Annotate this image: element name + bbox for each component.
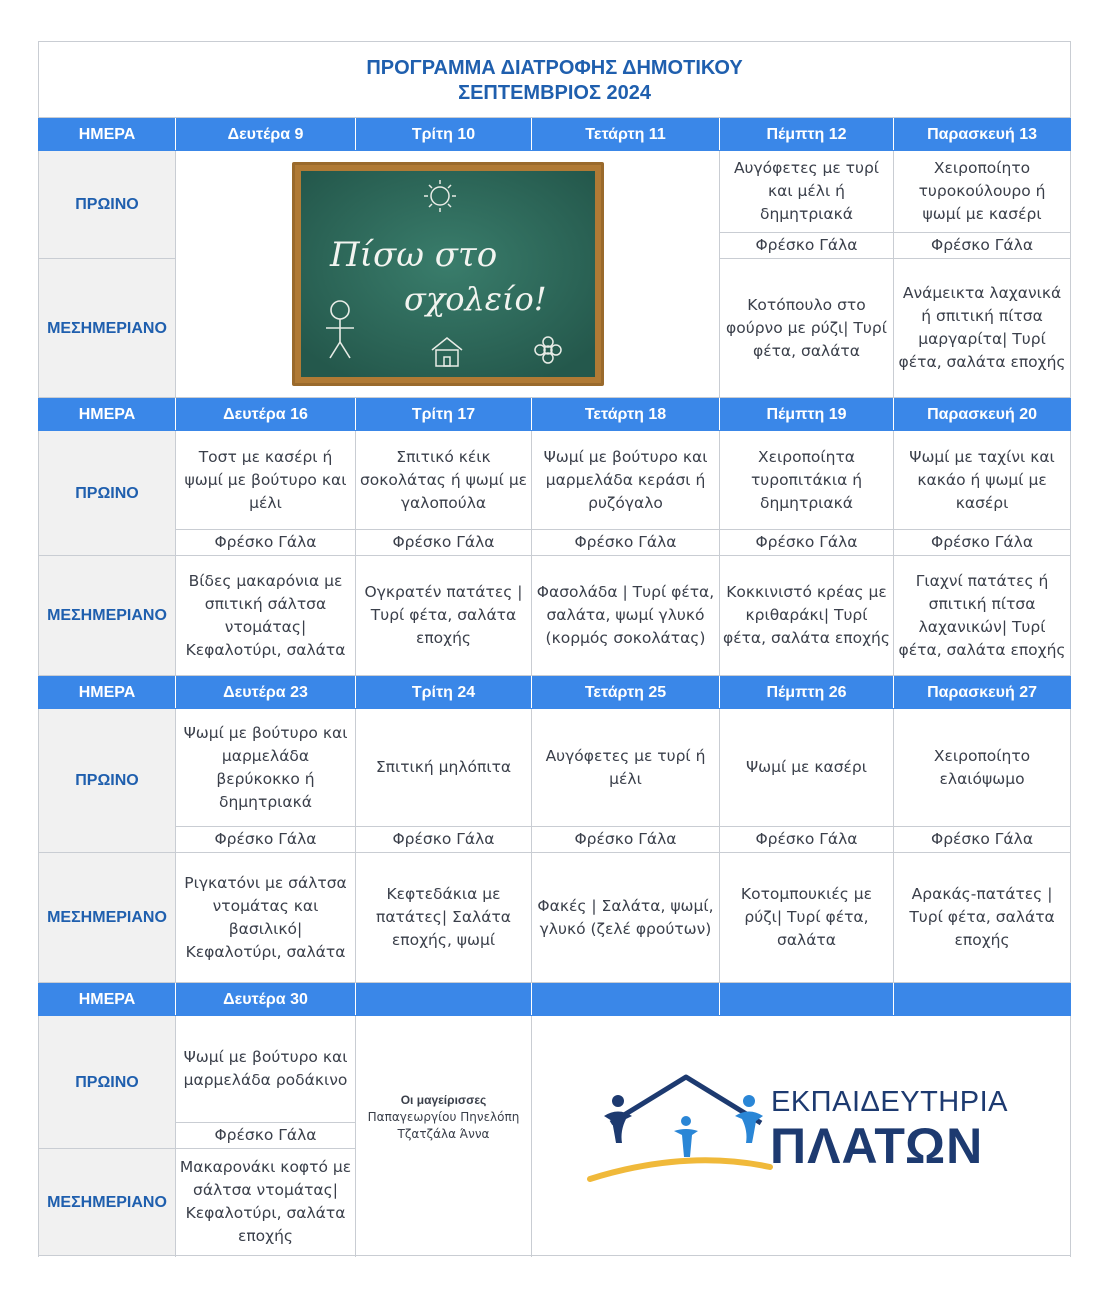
day-header <box>894 983 1071 1016</box>
milk-cell: Φρέσκο Γάλα <box>894 233 1071 259</box>
breakfast-cell: Σπιτικό κέικ σοκολάτας ή ψωμί με γαλοπούλα <box>356 431 532 530</box>
chalkboard-image <box>176 151 720 398</box>
day-header: Τρίτη 10 <box>356 118 532 151</box>
houses-family-icon <box>590 1077 770 1179</box>
day-header: Τρίτη 17 <box>356 398 532 431</box>
milk-cell: Φρέσκο Γάλα <box>894 827 1071 853</box>
milk-cell: Φρέσκο Γάλα <box>532 827 720 853</box>
lunch-cell: Γιαχνί πατάτες ή σπιτική πίτσα λαχανικών| Τυρί φέτα, σαλάτα εποχής <box>894 556 1071 676</box>
day-header: Παρασκευή 20 <box>894 398 1071 431</box>
lunch-cell: Κοκκινιστό κρέας με κριθαράκι| Τυρί φέτα, σαλάτα εποχής <box>720 556 894 676</box>
chalk-line-2: σχολείο! <box>403 280 547 318</box>
week-2-header-row <box>39 398 1071 431</box>
title-line-2: ΣΕΠΤΕΜΒΡΙΟΣ 2024 <box>458 81 652 104</box>
breakfast-cell: Ψωμί με ταχίνι και κακάο ή ψωμί με κασέρι <box>894 431 1071 530</box>
page-title <box>39 42 1071 118</box>
lunch-cell: Φακές | Σαλάτα, ψωμί, γλυκό (ζελέ φρούτων) <box>532 853 720 983</box>
breakfast-cell: Χειροποίητο ελαιόψωμο <box>894 709 1071 827</box>
day-header: Παρασκευή 27 <box>894 676 1071 709</box>
cooks-title: Οι μαγείρισσες <box>400 1093 487 1107</box>
day-header: Τρίτη 24 <box>356 676 532 709</box>
menu-table <box>38 41 1071 1256</box>
breakfast-label: ΠΡΩΙΝΟ <box>39 151 176 259</box>
day-header: Δευτέρα 9 <box>176 118 356 151</box>
milk-cell: Φρέσκο Γάλα <box>894 530 1071 556</box>
week-4-header-row <box>39 983 1071 1016</box>
platon-logo <box>586 1071 1016 1201</box>
day-label: ΗΜΕΡΑ <box>39 398 176 431</box>
title-line-1: ΠΡΟΓΡΑΜΜΑ ΔΙΑΤΡΟΦΗΣ ΔΗΜΟΤΙΚΟΥ <box>366 56 743 79</box>
breakfast-cell: Ψωμί με βούτυρο και μαρμελάδα κεράσι ή ρυζόγαλο <box>532 431 720 530</box>
cook-name-1: Παπαγεωργίου Πηνελόπη <box>367 1110 520 1124</box>
chalk-line-1: Πίσω στο <box>329 235 497 275</box>
breakfast-cell: Χειροποίητο τυροκούλουρο ή ψωμί με κασέρι <box>894 151 1071 233</box>
chalkboard <box>292 162 604 386</box>
breakfast-cell: Αυγόφετες με τυρί και μέλι ή δημητριακά <box>720 151 894 233</box>
day-header: Πέμπτη 26 <box>720 676 894 709</box>
day-header <box>532 983 720 1016</box>
lunch-cell: Βίδες μακαρόνια με σπιτική σάλτσα ντομάτας| Κεφαλοτύρι, σαλάτα <box>176 556 356 676</box>
lunch-cell: Ανάμεικτα λαχανικά ή σπιτική πίτσα μαργαρίτα| Τυρί φέτα, σαλάτα εποχής <box>894 259 1071 398</box>
menu-sheet <box>38 41 1070 1256</box>
day-label: ΗΜΕΡΑ <box>39 118 176 151</box>
lunch-cell: Φασολάδα | Τυρί φέτα, σαλάτα, ψωμί γλυκό (κορμός σοκολάτας) <box>532 556 720 676</box>
day-header: Δευτέρα 30 <box>176 983 356 1016</box>
day-header: Δευτέρα 23 <box>176 676 356 709</box>
cook-name-2: Τζατζάλα Άννα <box>397 1127 490 1141</box>
milk-cell: Φρέσκο Γάλα <box>176 530 356 556</box>
week-3-header-row <box>39 676 1071 709</box>
day-header: Παρασκευή 13 <box>894 118 1071 151</box>
milk-cell: Φρέσκο Γάλα <box>176 827 356 853</box>
day-label: ΗΜΕΡΑ <box>39 676 176 709</box>
breakfast-label: ΠΡΩΙΝΟ <box>39 1016 176 1149</box>
week-1-header-row <box>39 118 1071 151</box>
breakfast-label: ΠΡΩΙΝΟ <box>39 431 176 556</box>
lunch-cell: Αρακάς-πατάτες | Τυρί φέτα, σαλάτα εποχής <box>894 853 1071 983</box>
lunch-cell: Κοτομπουκιές με ρύζι| Τυρί φέτα, σαλάτα <box>720 853 894 983</box>
breakfast-label: ΠΡΩΙΝΟ <box>39 709 176 853</box>
lunch-label: ΜΕΣΗΜΕΡΙΑΝΟ <box>39 1149 176 1256</box>
breakfast-cell: Χειροποίητα τυροπιτάκια ή δημητριακά <box>720 431 894 530</box>
day-header <box>356 983 532 1016</box>
lunch-label: ΜΕΣΗΜΕΡΙΑΝΟ <box>39 259 176 398</box>
cooks-cell <box>356 1016 532 1256</box>
milk-cell: Φρέσκο Γάλα <box>720 530 894 556</box>
day-header: Τετάρτη 11 <box>532 118 720 151</box>
day-header: Τετάρτη 18 <box>532 398 720 431</box>
lunch-cell: Ογκρατέν πατάτες | Τυρί φέτα, σαλάτα εποχής <box>356 556 532 676</box>
day-header: Τετάρτη 25 <box>532 676 720 709</box>
breakfast-cell: Ψωμί με βούτυρο και μαρμελάδα ροδάκινο <box>176 1016 356 1123</box>
milk-cell: Φρέσκο Γάλα <box>356 530 532 556</box>
milk-cell: Φρέσκο Γάλα <box>532 530 720 556</box>
logo-line-2: ΠΛΑΤΩΝ <box>770 1117 984 1174</box>
milk-cell: Φρέσκο Γάλα <box>176 1123 356 1149</box>
milk-cell: Φρέσκο Γάλα <box>720 233 894 259</box>
lunch-label: ΜΕΣΗΜΕΡΙΑΝΟ <box>39 556 176 676</box>
milk-cell: Φρέσκο Γάλα <box>356 827 532 853</box>
logo-cell <box>532 1016 1071 1256</box>
day-header <box>720 983 894 1016</box>
lunch-cell: Κοτόπουλο στο φούρνο με ρύζι| Τυρί φέτα, σαλάτα <box>720 259 894 398</box>
lunch-cell: Ριγκατόνι με σάλτσα ντομάτας και βασιλικό| Κεφαλοτύρι, σαλάτα <box>176 853 356 983</box>
day-header: Πέμπτη 12 <box>720 118 894 151</box>
breakfast-cell: Αυγόφετες με τυρί ή μέλι <box>532 709 720 827</box>
breakfast-cell: Σπιτική μηλόπιτα <box>356 709 532 827</box>
lunch-cell: Κεφτεδάκια με πατάτες| Σαλάτα εποχής, ψωμί <box>356 853 532 983</box>
breakfast-cell: Τοστ με κασέρι ή ψωμί με βούτυρο και μέλι <box>176 431 356 530</box>
day-header: Πέμπτη 19 <box>720 398 894 431</box>
lunch-cell: Μακαρονάκι κοφτό με σάλτσα ντομάτας| Κεφαλοτύρι, σαλάτα εποχής <box>176 1149 356 1256</box>
day-label: ΗΜΕΡΑ <box>39 983 176 1016</box>
logo-line-1: ΕΚΠΑΙΔΕΥΤΗΡΙΑ <box>771 1085 1009 1118</box>
milk-cell: Φρέσκο Γάλα <box>720 827 894 853</box>
lunch-label: ΜΕΣΗΜΕΡΙΑΝΟ <box>39 853 176 983</box>
day-header: Δευτέρα 16 <box>176 398 356 431</box>
breakfast-cell: Ψωμί με βούτυρο και μαρμελάδα βερύκοκκο ή δημητριακά <box>176 709 356 827</box>
breakfast-cell: Ψωμί με κασέρι <box>720 709 894 827</box>
